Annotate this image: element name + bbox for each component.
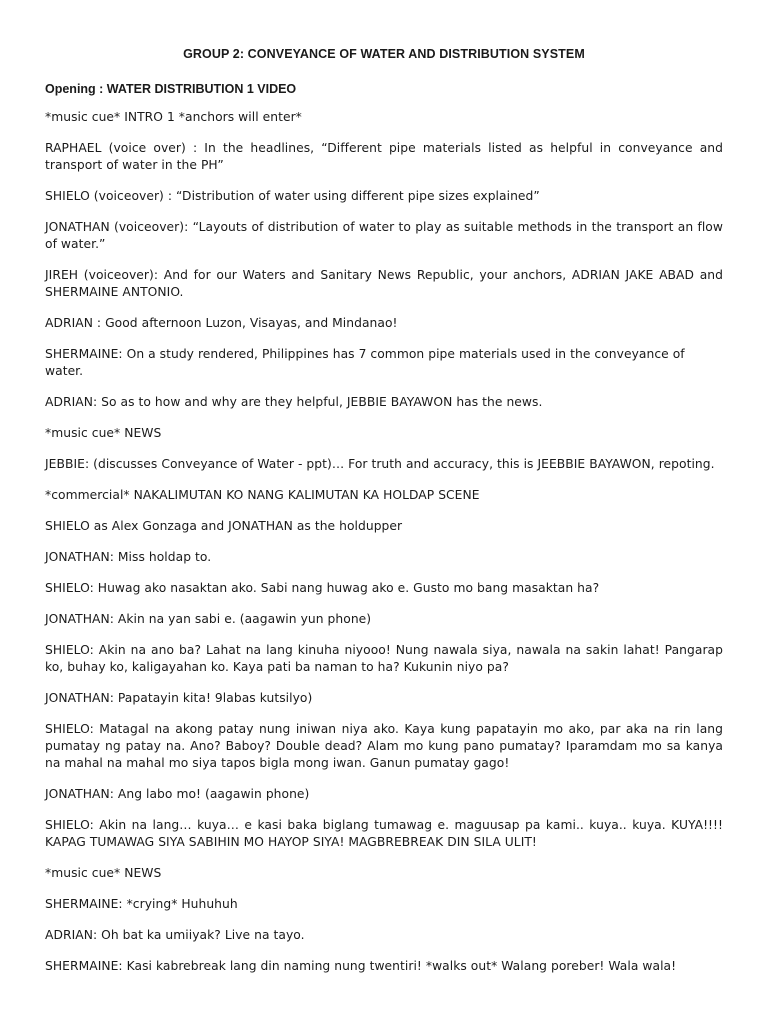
- script-line: ADRIAN: Oh bat ka umiiyak? Live na tayo.: [45, 928, 305, 942]
- script-line: SHERMAINE: On a study rendered, Philippines has 7 common pipe materials used in the conveyance of water.: [45, 347, 685, 378]
- document-page: [45, 44, 723, 989]
- script-line: JONATHAN: Miss holdap to.: [45, 550, 212, 564]
- script-line: *music cue* NEWS: [45, 426, 162, 440]
- script-line: JIREH (voiceover): And for our Waters and Sanitary News Republic, your anchors, ADRIAN JAKE ABAD and SHERMAINE ANTONIO.: [45, 268, 723, 299]
- script-line: JONATHAN: Ang labo mo! (aagawin phone): [45, 787, 310, 801]
- script-line: JEBBIE: (discusses Conveyance of Water - ppt)… For truth and accuracy, this is JEEBBIE BAYAWON, repoting.: [45, 457, 715, 471]
- script-line: SHIELO (voiceover) : “Distribution of water using different pipe sizes explained”: [45, 189, 540, 203]
- script-line: ADRIAN: So as to how and why are they helpful, JEBBIE BAYAWON has the news.: [45, 395, 543, 409]
- script-line: SHIELO as Alex Gonzaga and JONATHAN as the holdupper: [45, 519, 403, 533]
- script-line: JONATHAN: Papatayin kita! 9labas kutsilyo): [45, 691, 313, 705]
- script-line: *commercial* NAKALIMUTAN KO NANG KALIMUTAN KA HOLDAP SCENE: [45, 488, 480, 502]
- script-line: ADRIAN : Good afternoon Luzon, Visayas, and Mindanao!: [45, 316, 398, 330]
- script-line: SHIELO: Huwag ako nasaktan ako. Sabi nang huwag ako e. Gusto mo bang masaktan ha?: [45, 581, 600, 595]
- script-line: JONATHAN (voiceover): “Layouts of distribution of water to play as suitable methods in the transport an flow of water.”: [45, 220, 723, 251]
- script-line: RAPHAEL (voice over) : In the headlines, “Different pipe materials listed as helpful in conveyance and transport of water in the PH”: [45, 141, 723, 172]
- script-line: *music cue* NEWS: [45, 866, 162, 880]
- script-line: SHIELO: Matagal na akong patay nung iniwan niya ako. Kaya kung papatayin mo ako, par aka na rin lang pumatay ng patay na. Ano? Baboy? Double dead? Alam mo kung pano pumatay? Iparamdam mo sa kanya na mahal na mahal mo siya tapos bigla mong iwan. Ganun pumatay gago!: [45, 722, 723, 770]
- script-line: SHIELO: Akin na lang… kuya… e kasi baka biglang tumawag e. maguusap pa kami.. kuya.. kuya. KUYA!!!! KAPAG TUMAWAG SIYA SABIHIN MO HAYOP SIYA! MAGBREBREAK DIN SILA ULIT!: [45, 818, 723, 849]
- script-line: SHERMAINE: *crying* Huhuhuh: [45, 897, 238, 911]
- script-line: SHERMAINE: Kasi kabrebreak lang din naming nung twentiri! *walks out* Walang poreber! Wala wala!: [45, 959, 677, 973]
- document-title: GROUP 2: CONVEYANCE OF WATER AND DISTRIBUTION SYSTEM: [183, 47, 585, 61]
- script-line: *music cue* INTRO 1 *anchors will enter*: [45, 110, 302, 124]
- script-line: JONATHAN: Akin na yan sabi e. (aagawin yun phone): [45, 612, 372, 626]
- script-line: SHIELO: Akin na ano ba? Lahat na lang kinuha niyooo! Nung nawala siya, nawala na sakin lahat! Pangarap ko, buhay ko, kaligayahan ko. Kaya pati ba naman to ha? Kukunin niyo pa?: [45, 643, 723, 674]
- opening-heading: Opening : WATER DISTRIBUTION 1 VIDEO: [45, 82, 297, 96]
